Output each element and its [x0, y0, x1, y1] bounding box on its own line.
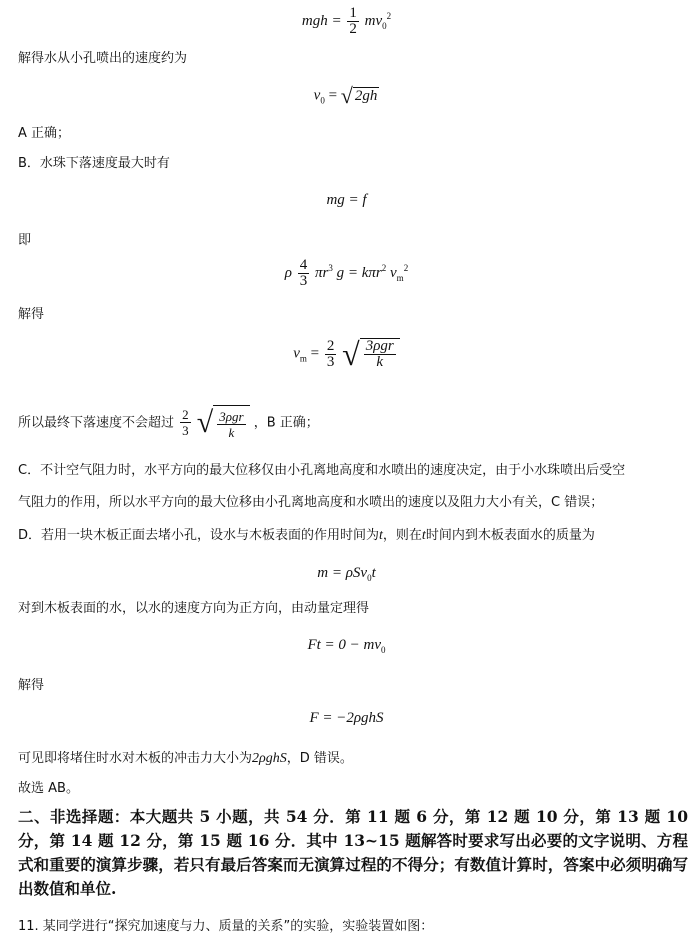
- section-heading: 二、非选择题：本大题共 5 小题，共 54 分．第 11 题 6 分，第 12 题 10 分，第 13 题 10 分，第 14 题 12 分，第 15 题 16 分．其中 13~15 题解答时要求写出必要的文字说明、方程式和重要的演算步骤，若只有最后答案而无演算过程的不得分；有数值计算时，答案中必须明确写出数值和单位.: [18, 807, 688, 898]
- text-line: 解得: [18, 307, 45, 322]
- text-line: 气阻力的作用，所以水平方向的最大位移由小孔离地高度和水喷出的速度以及阻力大小有关，C 错误；: [18, 495, 604, 510]
- text-line: 解得: [18, 678, 45, 693]
- text-line: 即: [18, 233, 32, 248]
- equation-velocity: $v_0$ = √ 2gh: [313, 83, 378, 108]
- text-line: C．不计空气阻力时，水平方向的最大位移仅由小孔离地高度和水喷出的速度决定，由于小水珠喷出后受空: [18, 463, 626, 478]
- equation-energy: mgh = $\frac{1}{2}$ $mv_0^2$: [301, 5, 392, 37]
- question-line: 11. 某同学进行“探究加速度与力、质量的关系”的实验，实验装置如图：: [18, 919, 434, 934]
- equation-drag: ρ $\frac{4}{3}$ $\pi r^3$ g = kπr$^2$ $v_m^2$: [284, 257, 409, 289]
- equation-terminal-velocity: $v_m$ = $\frac{2}{3}$ √ $\frac{\text{3ρgr}}{k}$: [0, 338, 693, 370]
- equation-force: F = −2ρghS: [309, 710, 384, 726]
- text-line: 对到木板表面的水，以水的速度方向为正方向，由动量定理得: [18, 601, 370, 616]
- equation-balance: mg = f: [326, 192, 367, 208]
- text-line: 所以最终下落速度不会超过 $\frac{2}{3}$ √ $\frac{\text{3ρgr}}{k}$ ，B 正确；: [18, 406, 319, 441]
- text-line: A 正确；: [18, 126, 71, 141]
- text-line: D．若用一块木板正面去堵小孔，设水与木板表面的作用时间为t，则在t时间内到木板表面水的质量为: [18, 528, 595, 543]
- equation-mass: m = ρSv$_0$t: [317, 565, 376, 583]
- equation-momentum: $Ft = 0 - mv_0$: [307, 637, 386, 655]
- text-line: 故选 AB。: [18, 781, 79, 796]
- text-line: 可见即将堵住时水对木板的冲击力大小为2ρghS，D 错误。: [18, 751, 353, 766]
- text-line: 解得水从小孔喷出的速度约为: [18, 51, 188, 66]
- text-line: B．水珠下落速度最大时有: [18, 156, 170, 171]
